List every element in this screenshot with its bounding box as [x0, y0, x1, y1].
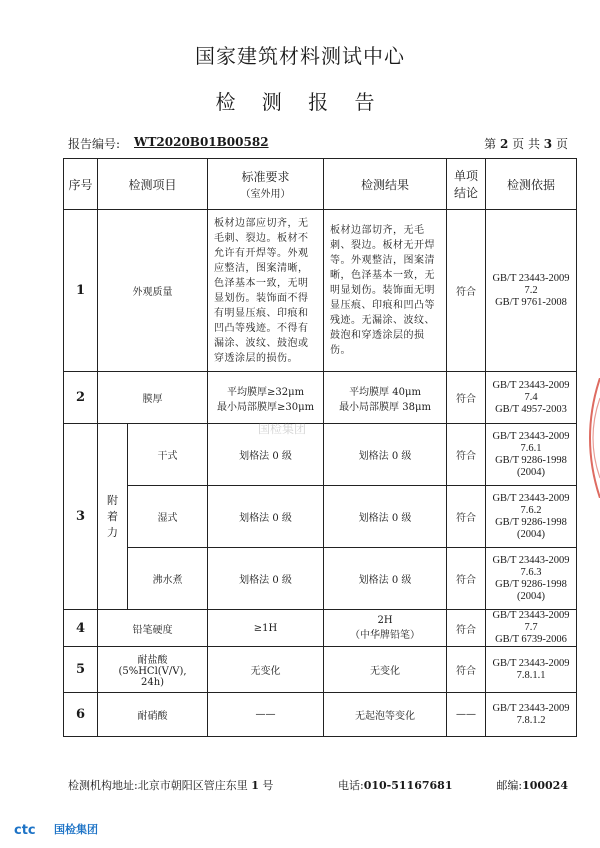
row-req: 板材边部应切齐，无毛刺、裂边。板材不允许有开焊等。外观应整洁，图案清晰，色泽基本一致，无明显划伤。装饰面不得有明显压痕、印痕和凹凸等残迹。不得有漏涂、波纹、鼓泡或穿透涂层的损伤。 [208, 210, 324, 372]
row-item: 外观质量 [98, 210, 208, 372]
row-item: 耐硝酸 [98, 693, 208, 737]
svg-text:ctc: ctc [14, 823, 36, 836]
row-req: 划格法 0 级 [208, 548, 324, 610]
ctc-logo-icon [14, 822, 50, 836]
row-conclusion: 符合 [447, 647, 486, 693]
table-row [64, 486, 577, 548]
row-req: 划格法 0 级 [208, 486, 324, 548]
col-basis: 检测依据 [486, 159, 577, 210]
col-req: 标准要求 （室外用） [208, 159, 324, 210]
row-seq: 5 [64, 647, 98, 693]
table-row [64, 210, 577, 372]
table-header-row [64, 159, 577, 210]
lab-phone: 电话:010-51167681 [338, 779, 453, 792]
col-seq: 序号 [64, 159, 98, 210]
row-req: 无变化 [208, 647, 324, 693]
table-row [64, 372, 577, 424]
row-result: 2H （中华牌铅笔） [324, 610, 447, 647]
row-seq: 3 [64, 424, 98, 610]
row-conclusion: —— [447, 693, 486, 737]
row-basis: GB/T 23443-2009 7.8.1.1 [486, 647, 577, 693]
row-item: 膜厚 [98, 372, 208, 424]
row-result: 划格法 0 级 [324, 486, 447, 548]
col-result: 检测结果 [324, 159, 447, 210]
row-basis: GB/T 23443-2009 7.6.1 GB/T 9286-1998 (2004) [486, 424, 577, 486]
row-subitem: 沸水煮 [128, 548, 208, 610]
row-seq: 1 [64, 210, 98, 372]
row-req: 划格法 0 级 [208, 424, 324, 486]
row-basis: GB/T 23443-2009 7.2 GB/T 9761-2008 [486, 210, 577, 372]
row-subitem: 湿式 [128, 486, 208, 548]
row-conclusion: 符合 [447, 486, 486, 548]
row-basis: GB/T 23443-2009 7.8.1.2 [486, 693, 577, 737]
table-row [64, 647, 577, 693]
col-conclusion: 单项 结论 [447, 159, 486, 210]
table-row [64, 610, 577, 647]
row-req: —— [208, 693, 324, 737]
row-basis: GB/T 23443-2009 7.6.3 GB/T 9286-1998 (2004) [486, 548, 577, 610]
row-result: 无起泡等变化 [324, 693, 447, 737]
lab-address: 检测机构地址:北京市朝阳区管庄东里 1 号 [68, 779, 274, 792]
row-seq: 4 [64, 610, 98, 647]
row-conclusion: 符合 [447, 210, 486, 372]
row-req: 平均膜厚≥32μm 最小局部膜厚≥30μm [208, 372, 324, 424]
row-result: 无变化 [324, 647, 447, 693]
row-seq: 2 [64, 372, 98, 424]
row-basis: GB/T 23443-2009 7.4 GB/T 4957-2003 [486, 372, 577, 424]
page-indicator: 第 2 页 共 3 页 [484, 137, 568, 151]
ctc-logo [14, 820, 98, 838]
row-seq: 6 [64, 693, 98, 737]
row-item: 铅笔硬度 [98, 610, 208, 647]
table-row [64, 548, 577, 610]
row-conclusion: 符合 [447, 424, 486, 486]
row-basis: GB/T 23443-2009 7.6.2 GB/T 9286-1998 (2004) [486, 486, 577, 548]
watermark-seal: 国检集团 [258, 422, 307, 436]
row-item-group: 附 着 力 [98, 424, 128, 610]
row-req: ≥1H [208, 610, 324, 647]
test-results-table [63, 158, 577, 737]
report-no: WT2020B01B00582 [134, 135, 269, 149]
report-no-label: 报告编号: [68, 137, 121, 151]
logo-text: 国检集团 [54, 823, 98, 836]
lab-postcode: 邮编:100024 [496, 779, 568, 792]
col-item: 检测项目 [98, 159, 208, 210]
row-result: 划格法 0 级 [324, 548, 447, 610]
row-result: 划格法 0 级 [324, 424, 447, 486]
red-stamp-edge [578, 378, 600, 498]
row-conclusion: 符合 [447, 372, 486, 424]
row-item: 耐盐酸 (5%HCl(V/V), 24h) [98, 647, 208, 693]
row-conclusion: 符合 [447, 548, 486, 610]
row-result: 板材边部切齐，无毛刺、裂边。板材无开焊等。外观整洁，图案清晰，色泽基本一致，无明显划伤。装饰面无明显压痕、印痕和凹凸等残迹。无漏涂、波纹、鼓泡和穿透涂层的损伤。 [324, 210, 447, 372]
table-row [64, 424, 577, 486]
report-meta [68, 133, 568, 153]
doc-title: 检 测 报 告 [215, 90, 385, 114]
table-row [64, 693, 577, 737]
row-subitem: 干式 [128, 424, 208, 486]
row-result: 平均膜厚 40μm 最小局部膜厚 38μm [324, 372, 447, 424]
org-title: 国家建筑材料测试中心 [195, 44, 405, 68]
row-basis: GB/T 23443-2009 7.7 GB/T 6739-2006 [486, 610, 577, 647]
row-conclusion: 符合 [447, 610, 486, 647]
